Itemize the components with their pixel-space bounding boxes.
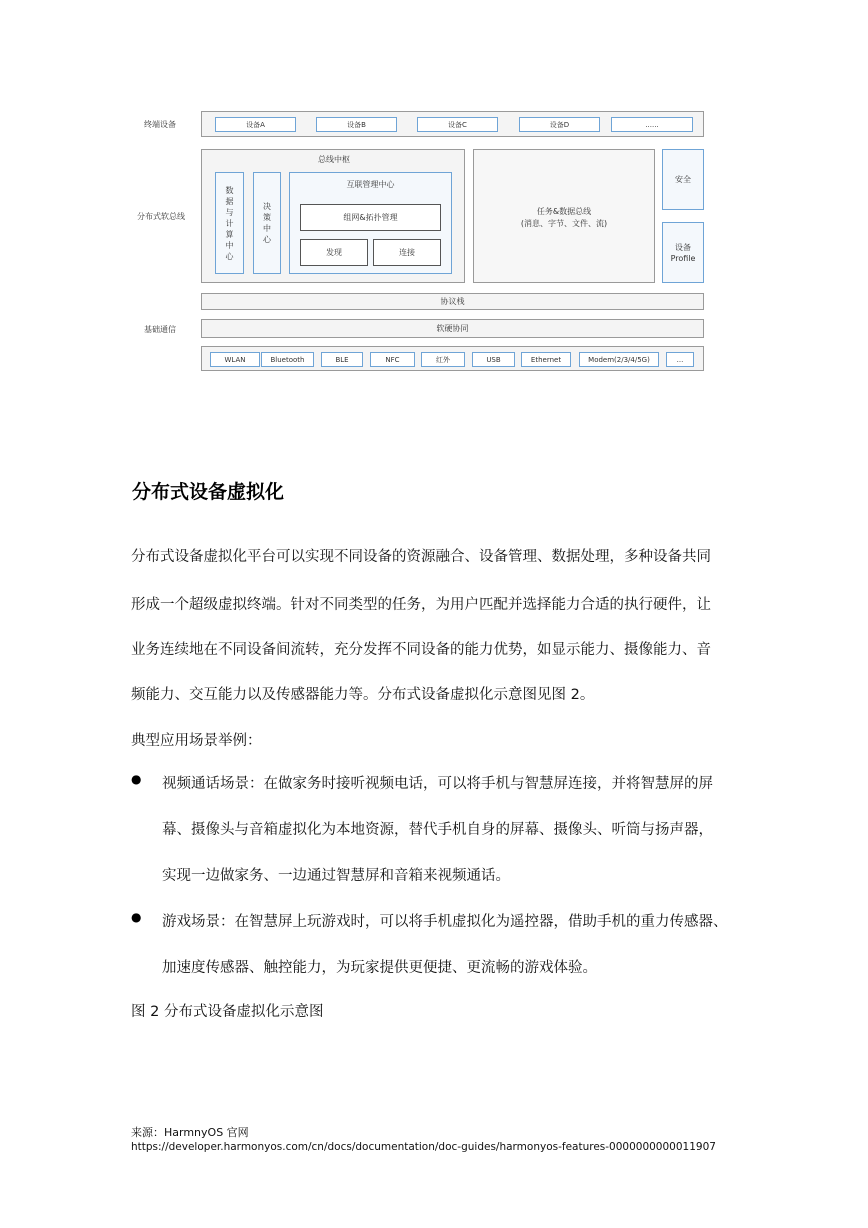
comm-types-band bbox=[201, 346, 704, 371]
data-compute-center bbox=[215, 172, 244, 274]
interconnect-center bbox=[289, 172, 452, 274]
paragraph-line: 分布式设备虚拟化平台可以实现不同设备的资源融合、设备管理、数据处理，多种设备共同 bbox=[131, 549, 711, 565]
task-data-bus bbox=[473, 149, 655, 283]
bullet-dot-icon: ● bbox=[131, 772, 142, 786]
device-more: ...... bbox=[611, 117, 693, 132]
comm-wlan: WLAN bbox=[210, 352, 260, 367]
interconnect-title: 互联管理中心 bbox=[346, 179, 395, 189]
bullet-dot-icon: ● bbox=[131, 910, 142, 924]
comm-ble: BLE bbox=[321, 352, 363, 367]
decision-char: 决 bbox=[263, 202, 271, 211]
task-bus-title: 任务&数据总线 bbox=[536, 206, 592, 216]
protocol-stack-band: 协议栈 bbox=[201, 293, 704, 310]
row-label-basic-comm: 基础通信 bbox=[144, 325, 176, 334]
row-label-terminal: 终端设备 bbox=[144, 120, 176, 129]
comm-more: ... bbox=[666, 352, 694, 367]
source-url[interactable]: https://developer.harmonyos.com/cn/docs/documentation/doc-guides/harmonyos-features-0000000000011907 bbox=[131, 1141, 716, 1153]
decision-char: 心 bbox=[263, 235, 271, 244]
bullet-line: 加速度传感器、触控能力，为玩家提供更便捷、更流畅的游戏体验。 bbox=[162, 960, 597, 976]
decision-char: 中 bbox=[263, 224, 271, 233]
connect-box: 连接 bbox=[373, 239, 441, 266]
bullet-line: 视频通话场景：在做家务时接听视频电话，可以将手机与智慧屏连接，并将智慧屏的屏 bbox=[162, 776, 713, 792]
device-profile-line: Profile bbox=[670, 253, 696, 263]
data-compute-char: 据 bbox=[225, 196, 234, 206]
networking-topology-box: 组网&拓扑管理 bbox=[300, 204, 441, 231]
examples-intro: 典型应用场景举例： bbox=[131, 733, 262, 749]
comm-nfc: NFC bbox=[370, 352, 415, 367]
bullet-line: 游戏场景：在智慧屏上玩游戏时，可以将手机虚拟化为遥控器，借助手机的重力传感器、 bbox=[162, 914, 728, 930]
decision-char: 策 bbox=[263, 213, 271, 222]
device-c: 设备C bbox=[417, 117, 498, 132]
section-heading: 分布式设备虚拟化 bbox=[132, 481, 285, 503]
comm-modem: Modem(2/3/4/5G) bbox=[579, 352, 659, 367]
comm-usb: USB bbox=[472, 352, 515, 367]
decision-center bbox=[253, 172, 281, 274]
security-box: 安全 bbox=[662, 149, 704, 210]
task-bus-subtitle: (消息、字节、文件、流) bbox=[520, 218, 608, 228]
paragraph-line: 频能力、交互能力以及传感器能力等。分布式设备虚拟化示意图见图 2。 bbox=[131, 687, 595, 703]
comm-infrared: 红外 bbox=[421, 352, 465, 367]
device-d: 设备D bbox=[519, 117, 600, 132]
device-a: 设备A bbox=[215, 117, 296, 132]
bus-hub-title: 总线中枢 bbox=[318, 154, 350, 164]
data-compute-char: 中 bbox=[225, 240, 234, 250]
bus-hub bbox=[201, 149, 465, 283]
paragraph-line: 业务连续地在不同设备间流转，充分发挥不同设备的能力优势，如显示能力、摄像能力、音 bbox=[131, 642, 711, 658]
paragraph-line: 形成一个超级虚拟终端。针对不同类型的任务，为用户匹配并选择能力合适的执行硬件，让 bbox=[131, 597, 711, 613]
data-compute-char: 与 bbox=[225, 207, 234, 217]
data-compute-char: 计 bbox=[225, 218, 234, 228]
figure-caption: 图 2 分布式设备虚拟化示意图 bbox=[131, 1004, 324, 1020]
discover-box: 发现 bbox=[300, 239, 368, 266]
device-profile-line: 设备 bbox=[675, 242, 691, 252]
data-compute-char: 算 bbox=[225, 229, 234, 239]
comm-bluetooth: Bluetooth bbox=[261, 352, 314, 367]
source-label: 来源：HarmnyOS 官网 bbox=[131, 1126, 249, 1139]
bullet-line: 实现一边做家务、一边通过智慧屏和音箱来视频通话。 bbox=[162, 868, 510, 884]
bullet-line: 幕、摄像头与音箱虚拟化为本地资源，替代手机自身的屏幕、摄像头、听筒与扬声器， bbox=[162, 822, 713, 838]
row-label-distributed-bus: 分布式软总线 bbox=[137, 212, 185, 221]
terminal-devices-band bbox=[201, 111, 704, 137]
device-b: 设备B bbox=[316, 117, 397, 132]
comm-ethernet: Ethernet bbox=[521, 352, 571, 367]
device-profile-box bbox=[662, 222, 704, 283]
data-compute-char: 数 bbox=[225, 185, 234, 195]
data-compute-char: 心 bbox=[225, 251, 234, 261]
hw-sw-coop-band: 软硬协同 bbox=[201, 319, 704, 338]
